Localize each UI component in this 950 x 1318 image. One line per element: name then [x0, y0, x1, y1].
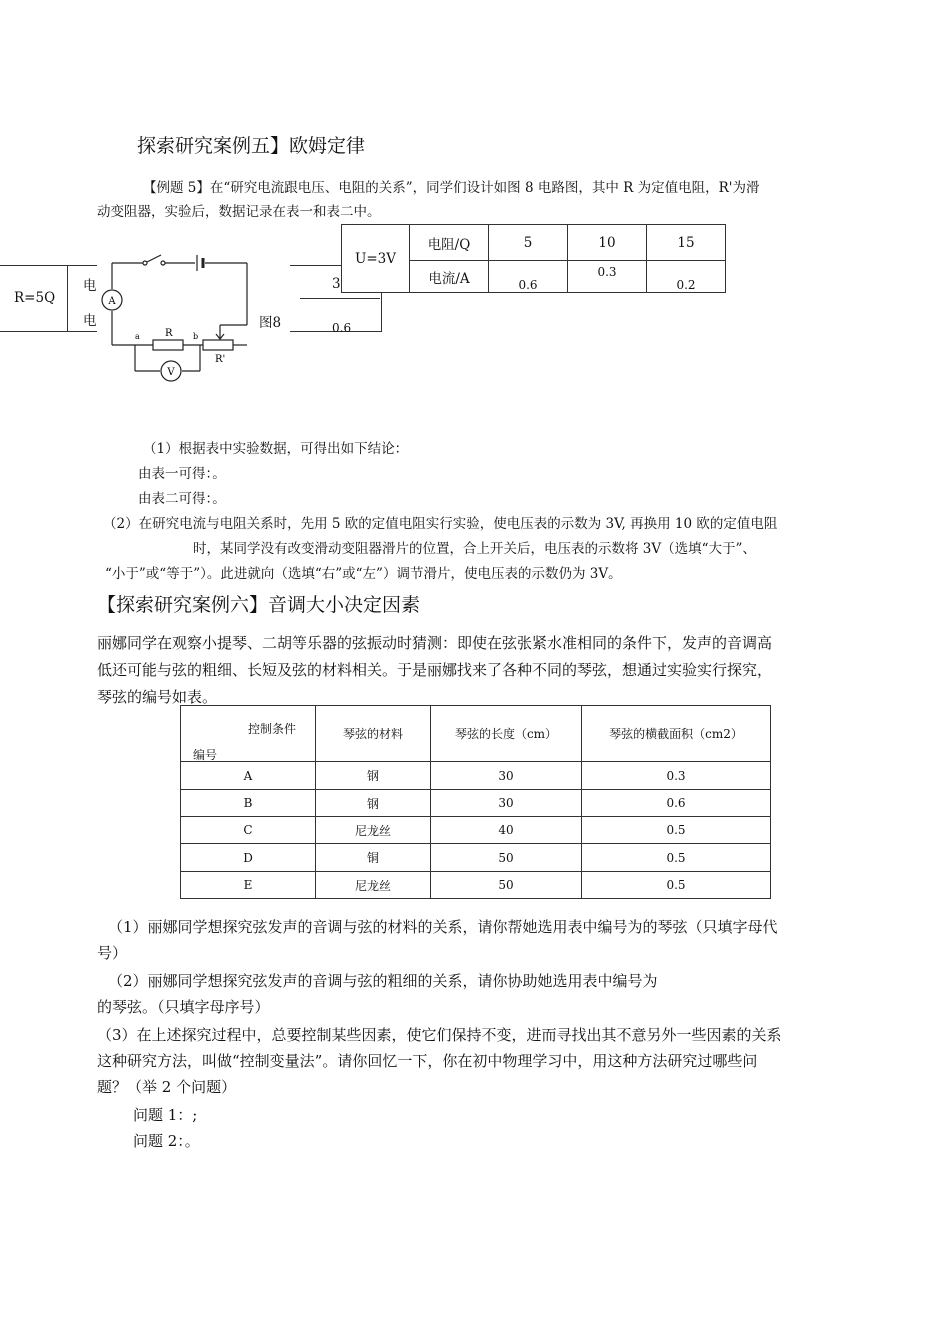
row-id: B	[181, 790, 316, 817]
case6-intro-line3: 琴弦的编号如表。	[97, 688, 218, 706]
table-two-row2-label: 电流/A	[410, 261, 489, 293]
question1-a: 由表一可得：。	[138, 466, 226, 482]
question1-b: 由表二可得：。	[138, 491, 226, 507]
question2-line3: “小于”或“等于”）。此进就向（选填“右”或“左”）调节滑片，使电压表的示数仍为 3V。	[105, 566, 622, 582]
row-id: E	[181, 872, 316, 899]
case5-title: 探索研究案例五】欧姆定律	[137, 135, 366, 157]
example-text-line2: 动变阻器，实验后，数据记录在表一和表二中。	[97, 204, 381, 220]
question2-line1: （2）在研究电流与电阻关系时，先用 5 欧的定值电阻实行实验，使电压表的示数为 3V, 再换用 10 欧的定值电阻	[103, 516, 778, 532]
table-one-resistance: R=5Q	[14, 290, 56, 306]
table-two-r2c3: 0.2	[647, 261, 726, 293]
row-length: 50	[431, 844, 582, 872]
table-two-r2c1: 0.6	[489, 261, 568, 293]
row-area: 0.3	[582, 762, 771, 790]
table-one-row1-label: 电	[83, 278, 97, 294]
row-material: 钢	[316, 790, 431, 817]
table-two-r1c1: 5	[489, 225, 568, 261]
row-material: 尼龙丝	[316, 817, 431, 844]
corner-bottom-label: 编号	[193, 748, 218, 762]
example-text-line1: 【例题 5】在“研究电流跟电压、电阻的关系”，同学们设计如图 8 电路图，其中 R 为定值电阻，R'为滑	[143, 180, 760, 196]
table-one-resistance-cell	[0, 265, 68, 332]
row-length: 50	[431, 872, 582, 899]
table-row	[181, 844, 771, 872]
case6-q1-line2: 号）	[97, 944, 128, 962]
row-area: 0.5	[582, 872, 771, 899]
case6-q2-line2: 的琴弦。（只填字母序号）	[97, 998, 270, 1016]
row-area: 0.6	[582, 790, 771, 817]
table-two-r1c2: 10	[568, 225, 647, 261]
table-row	[181, 790, 771, 817]
row-area: 0.5	[582, 844, 771, 872]
header-material: 琴弦的材料	[316, 706, 431, 762]
question1: （1）根据表中实验数据，可得出如下结论：	[143, 441, 409, 457]
case6-q3-line2: 这种研究方法，叫做“控制变量法”。请你回忆一下，你在初中物理学习中，用这种方法研究过哪些问	[97, 1052, 758, 1070]
header-area: 琴弦的横截面积（cm2）	[582, 706, 771, 762]
case6-q1-line1: （1）丽娜同学想探究弦发声的音调与弦的材料的关系，请你帮她选用表中编号为的琴弦（只填字母代	[108, 918, 778, 936]
row-length: 30	[431, 790, 582, 817]
row-id: D	[181, 844, 316, 872]
case6-q2-line1: （2）丽娜同学想探究弦发声的音调与弦的粗细的关系，请你协助她选用表中编号为	[108, 972, 658, 990]
point-a-label: a	[135, 332, 140, 341]
table-row	[181, 817, 771, 844]
table-one-row2-label: 电	[83, 313, 97, 329]
table-two	[341, 224, 726, 293]
header-length: 琴弦的长度（cm）	[431, 706, 582, 762]
string-table	[180, 705, 771, 899]
row-material: 铜	[316, 844, 431, 872]
question2-line2: 时，某同学没有改变滑动变阻器滑片的位置，合上开关后，电压表的示数将 3V（选填“大于”、	[193, 541, 756, 557]
table-row	[181, 872, 771, 899]
row-material: 钢	[316, 762, 431, 790]
figure-label: 图8	[259, 315, 282, 331]
table-one-row1-value: 3	[332, 276, 341, 292]
table-two-r2c2: 0.3	[568, 261, 647, 293]
string-table-corner	[181, 706, 316, 762]
table-one-row2-value: 0.6	[332, 321, 352, 335]
row-length: 40	[431, 817, 582, 844]
case6-intro-line1: 丽娜同学在观察小提琴、二胡等乐器的弦振动时猜测：即使在弦张紧水准相同的条件下，发声的音调高	[97, 634, 773, 652]
case6-answer2: 问题 2：。	[133, 1132, 200, 1150]
case6-answer1: 问题 1：;	[133, 1106, 198, 1124]
row-area: 0.5	[582, 817, 771, 844]
table-two-voltage: U=3V	[342, 225, 410, 293]
ammeter-label: A	[108, 296, 116, 307]
table-two-r1c3: 15	[647, 225, 726, 261]
row-id: A	[181, 762, 316, 790]
case6-q3-line3: 题？（举 2 个问题）	[97, 1078, 237, 1096]
voltmeter-label: V	[167, 367, 175, 378]
row-length: 30	[431, 762, 582, 790]
row-id: C	[181, 817, 316, 844]
case6-q3-line1: （3）在上述探究过程中，总要控制某些因素，使它们保持不变，进而寻找出其不意另外一些因素的关系	[97, 1026, 782, 1044]
point-b-label: b	[193, 332, 199, 341]
corner-top-label: 控制条件	[248, 722, 297, 736]
row-material: 尼龙丝	[316, 872, 431, 899]
table-two-row1-label: 电阻/Q	[410, 225, 489, 261]
rheostat-label: R'	[215, 354, 226, 365]
case6-title: 【探索研究案例六】音调大小决定因素	[97, 594, 421, 616]
circuit-diagram	[95, 245, 285, 390]
resistor-label: R	[165, 328, 173, 339]
case6-intro-line2: 低还可能与弦的粗细、长短及弦的材料相关。于是丽娜找来了各种不同的琴弦，想通过实验实行探究，	[97, 661, 773, 679]
table-one-label-cell	[67, 265, 97, 332]
table-row	[181, 762, 771, 790]
